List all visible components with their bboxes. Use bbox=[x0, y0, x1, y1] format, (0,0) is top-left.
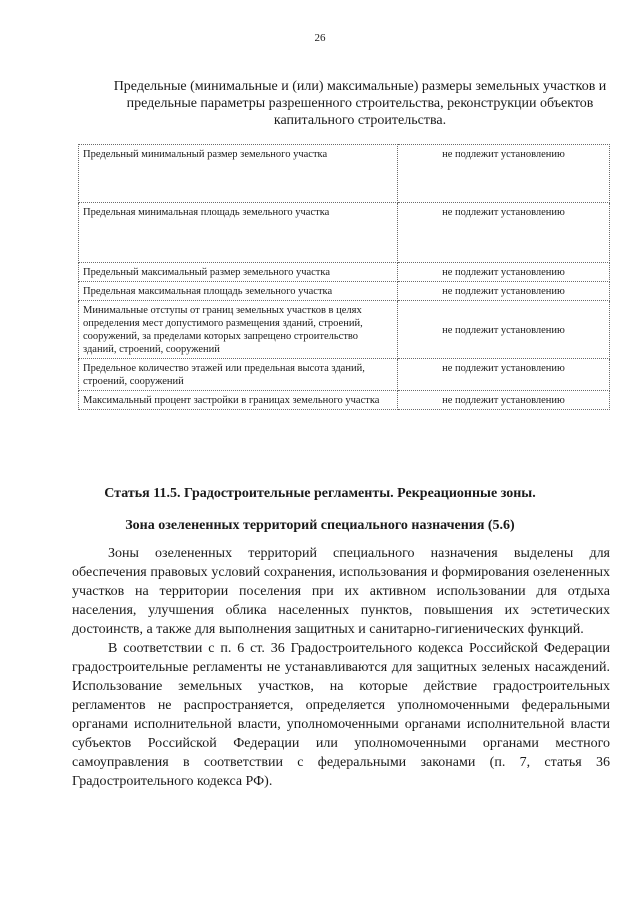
parameters-table bbox=[78, 144, 610, 410]
parameter-name: Максимальный процент застройки в границах земельного участка bbox=[79, 391, 398, 410]
body-text bbox=[72, 544, 610, 791]
parameter-value: не подлежит установлению bbox=[398, 301, 610, 359]
parameter-value: не подлежит установлению bbox=[398, 391, 610, 410]
parameter-name: Предельное количество этажей или предельная высота зданий, строений, сооружений bbox=[79, 359, 398, 391]
parameter-value: не подлежит установлению bbox=[398, 359, 610, 391]
table-row bbox=[79, 203, 610, 263]
section-heading: Предельные (минимальные и (или) максимальные) размеры земельных участков и предельные параметры разрешенного строительства, реконструкции объектов капитального строительства. bbox=[113, 79, 607, 128]
parameter-value: не подлежит установлению bbox=[398, 263, 610, 282]
table-row bbox=[79, 359, 610, 391]
table-row bbox=[79, 145, 610, 203]
table-row bbox=[79, 301, 610, 359]
table-row bbox=[79, 391, 610, 410]
parameter-name: Предельная максимальная площадь земельного участка bbox=[79, 282, 398, 301]
article-title: Статья 11.5. Градостроительные регламенты. Рекреационные зоны. bbox=[104, 486, 536, 501]
parameter-value: не подлежит установлению bbox=[398, 282, 610, 301]
parameter-name: Предельный минимальный размер земельного участка bbox=[79, 145, 398, 203]
parameter-name: Предельный максимальный размер земельного участка bbox=[79, 263, 398, 282]
paragraph: Зоны озелененных территорий специального назначения выделены для обеспечения правовых условий сохранения, использования и формирования озелененных участков на территории поселения при их активном использовании для отдыха населения, улучшения облика населенных пунктов, повышения их эстетических достоинств, а также для выполнения защитных и санитарно-гигиенических функций. bbox=[72, 546, 610, 637]
parameter-value: не подлежит установлению bbox=[398, 203, 610, 263]
parameter-name: Предельная минимальная площадь земельного участка bbox=[79, 203, 398, 263]
page-number: 26 bbox=[314, 32, 326, 44]
zone-title: Зона озелененных территорий специального назначения (5.6) bbox=[125, 518, 515, 533]
table-row bbox=[79, 282, 610, 301]
parameter-value: не подлежит установлению bbox=[398, 145, 610, 203]
parameter-name: Минимальные отступы от границ земельных участков в целях определения мест допустимого размещения зданий, строений, сооружений, за пределами которых запрещено строительство зданий, строений, сооружений bbox=[79, 301, 398, 359]
table-row bbox=[79, 263, 610, 282]
paragraph: В соответствии с п. 6 ст. 36 Градостроительного кодекса Российской Федерации градостроительные регламенты не устанавливаются для защитных зеленых насаждений. Использование земельных участков, на которые действие градостроительных регламентов не распространяется, определяется уполномоченными федеральными органами исполнительной власти, уполномоченными органами исполнительной власти субъектов Российской Федерации или уполномоченными органами местного самоуправления в соответствии с федеральными законами (п. 7, статья 36 Градостроительного кодекса РФ). bbox=[72, 641, 610, 789]
